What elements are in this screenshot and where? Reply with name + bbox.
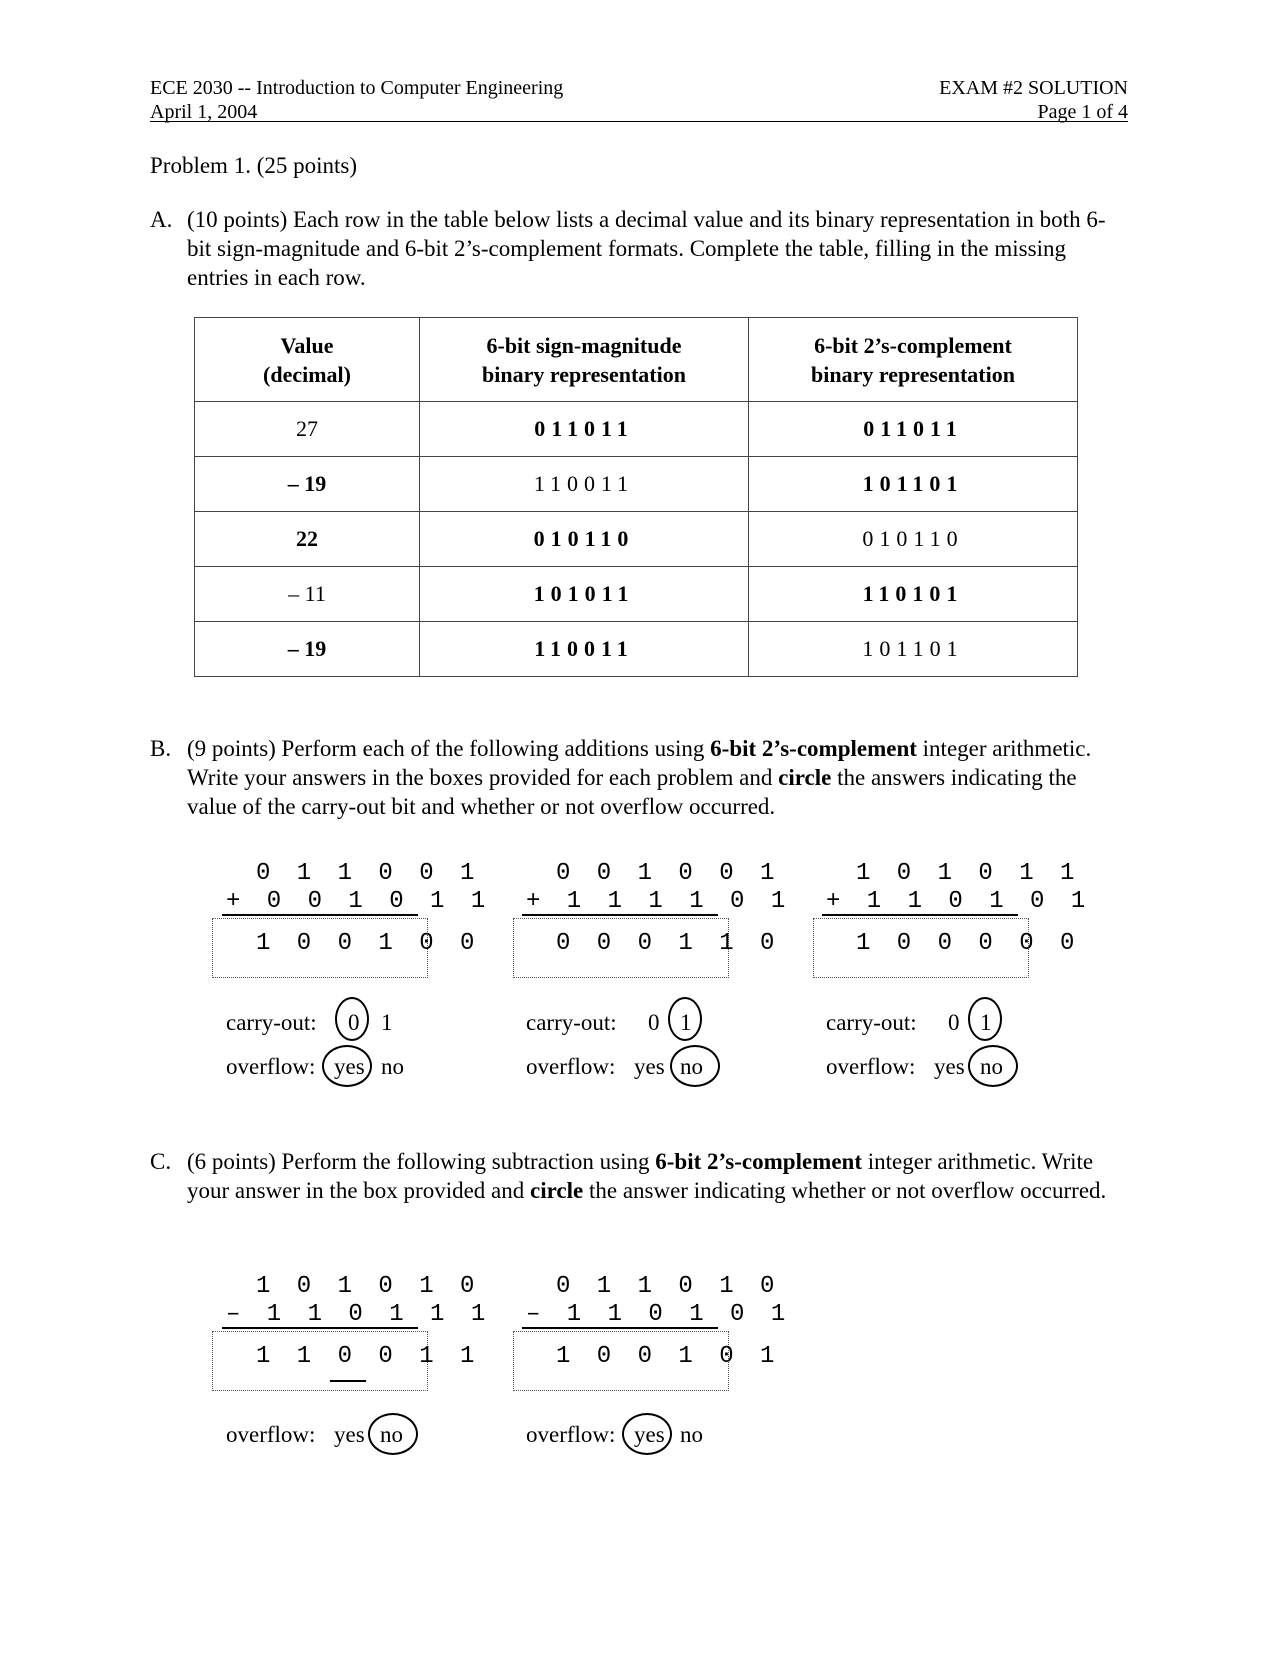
part-a-label: A. xyxy=(150,207,173,232)
b2-overflow-label: overflow: xyxy=(526,1054,616,1079)
representation-table xyxy=(194,317,1078,677)
b1-operand-bottom: + 0 0 1 0 1 1 xyxy=(226,888,492,915)
problem-title: Problem 1. (25 points) xyxy=(150,153,357,178)
cell-value: 22 xyxy=(195,512,420,567)
b2-overflow-circle xyxy=(670,1045,720,1087)
b2-carry-opt-1: 1 xyxy=(680,1010,692,1035)
table-row xyxy=(195,622,1078,677)
b3-overflow-opt-no: no xyxy=(980,1054,1003,1079)
part-c-label: C. xyxy=(150,1149,172,1174)
b3-answer: 1 0 0 0 0 0 xyxy=(856,930,1081,957)
c1-overflow-opt-no: no xyxy=(380,1422,403,1447)
b1-carry-circle xyxy=(335,997,369,1041)
c1-operand-bottom: – 1 1 0 1 1 1 xyxy=(226,1301,492,1328)
course-title: ECE 2030 -- Introduction to Computer Engineering xyxy=(150,77,564,99)
b3-carry-circle xyxy=(968,997,1002,1041)
b1-answer: 1 0 0 1 0 0 xyxy=(256,930,481,957)
c2-overflow-opt-no: no xyxy=(680,1422,703,1447)
c1-answer-underline xyxy=(330,1380,366,1382)
c1-overflow-opt-yes: yes xyxy=(334,1422,365,1447)
exam-title: EXAM #2 SOLUTION xyxy=(939,77,1128,99)
c2-overflow-circle xyxy=(622,1413,672,1455)
table-row xyxy=(195,512,1078,567)
b3-operand-top: 1 0 1 0 1 1 xyxy=(856,860,1081,887)
c2-operand-bottom: – 1 1 0 1 0 1 xyxy=(526,1301,792,1328)
exam-date: April 1, 2004 xyxy=(150,101,258,123)
b2-carry-circle xyxy=(668,997,702,1041)
b3-operand-bottom: + 1 1 0 1 0 1 xyxy=(826,888,1092,915)
b2-carry-label: carry-out: xyxy=(526,1010,617,1035)
table-row xyxy=(195,457,1078,512)
b2-answer: 0 0 0 1 1 0 xyxy=(556,930,781,957)
page-number: Page 1 of 4 xyxy=(1037,101,1128,123)
b3-carry-opt-1: 1 xyxy=(980,1010,992,1035)
b3-overflow-label: overflow: xyxy=(826,1054,916,1079)
cell-value: – 19 xyxy=(195,622,420,677)
cell-sign-magnitude: 011011 xyxy=(420,402,749,457)
cell-sign-magnitude: 101011 xyxy=(420,567,749,622)
c2-overflow-opt-yes: yes xyxy=(634,1422,665,1447)
b3-carry-opt-0: 0 xyxy=(948,1010,960,1035)
part-c-instructions: (6 points) Perform the following subtraction using 6-bit 2’s-complement integer arithmetic. Write your answer in the box provided and circle the answer indicating whether or not overflow occurred. xyxy=(187,1149,1107,1203)
c1-difference-line xyxy=(222,1327,418,1329)
c2-operand-top: 0 1 1 0 1 0 xyxy=(556,1273,781,1300)
cell-sign-magnitude: 010110 xyxy=(420,512,749,567)
c1-overflow-label: overflow: xyxy=(226,1422,316,1447)
b3-overflow-opt-yes: yes xyxy=(934,1054,965,1079)
part-a-instructions: (10 points) Each row in the table below lists a decimal value and its binary representation in both 6-bit sign-magnitude and 6-bit 2’s-complement formats. Complete the table, filling in the missing entries in each row. xyxy=(187,207,1106,290)
b1-operand-top: 0 1 1 0 0 1 xyxy=(256,860,481,887)
b1-carry-opt-0: 0 xyxy=(348,1010,360,1035)
b1-carry-opt-1: 1 xyxy=(381,1010,393,1035)
part-b-instructions: (9 points) Perform each of the following additions using 6-bit 2’s-complement integer arithmetic. Write your answers in the boxes provided for each problem and circle the answers indicating the value of the carry-out bit and whether or not overflow occurred. xyxy=(187,736,1092,819)
part-b-label: B. xyxy=(150,736,172,761)
b2-operand-bottom: + 1 1 1 1 0 1 xyxy=(526,888,792,915)
header-rule xyxy=(150,121,1128,122)
b1-overflow-opt-yes: yes xyxy=(334,1054,365,1079)
header-value: Value (decimal) xyxy=(195,318,420,402)
table-row xyxy=(195,567,1078,622)
c1-overflow-circle xyxy=(368,1413,418,1455)
cell-twos-complement: 101101 xyxy=(749,622,1078,677)
b2-overflow-opt-no: no xyxy=(680,1054,703,1079)
cell-twos-complement: 101101 xyxy=(749,457,1078,512)
cell-value: – 19 xyxy=(195,457,420,512)
b2-carry-opt-0: 0 xyxy=(648,1010,660,1035)
cell-sign-magnitude: 110011 xyxy=(420,457,749,512)
b3-carry-label: carry-out: xyxy=(826,1010,917,1035)
b1-overflow-label: overflow: xyxy=(226,1054,316,1079)
c2-answer: 1 0 0 1 0 1 xyxy=(556,1343,781,1370)
cell-twos-complement: 011011 xyxy=(749,402,1078,457)
header-sign-magnitude: 6-bit sign-magnitude binary representation xyxy=(420,318,749,402)
header-twos-complement: 6-bit 2’s-complement binary representation xyxy=(749,318,1078,402)
b2-sum-line xyxy=(522,914,718,916)
b3-sum-line xyxy=(822,914,1018,916)
c1-operand-top: 1 0 1 0 1 0 xyxy=(256,1273,481,1300)
c2-overflow-label: overflow: xyxy=(526,1422,616,1447)
c2-difference-line xyxy=(522,1327,718,1329)
b2-operand-top: 0 0 1 0 0 1 xyxy=(556,860,781,887)
b1-sum-line xyxy=(222,914,418,916)
cell-value: 27 xyxy=(195,402,420,457)
b3-overflow-circle xyxy=(968,1045,1018,1087)
cell-twos-complement: 010110 xyxy=(749,512,1078,567)
b2-overflow-opt-yes: yes xyxy=(634,1054,665,1079)
b1-overflow-circle xyxy=(322,1045,372,1087)
table-row xyxy=(195,402,1078,457)
b1-overflow-opt-no: no xyxy=(381,1054,404,1079)
b1-carry-label: carry-out: xyxy=(226,1010,317,1035)
cell-value: – 11 xyxy=(195,567,420,622)
c1-answer: 1 1 0 0 1 1 xyxy=(256,1343,481,1370)
table-header-row xyxy=(195,318,1078,402)
cell-twos-complement: 110101 xyxy=(749,567,1078,622)
cell-sign-magnitude: 110011 xyxy=(420,622,749,677)
